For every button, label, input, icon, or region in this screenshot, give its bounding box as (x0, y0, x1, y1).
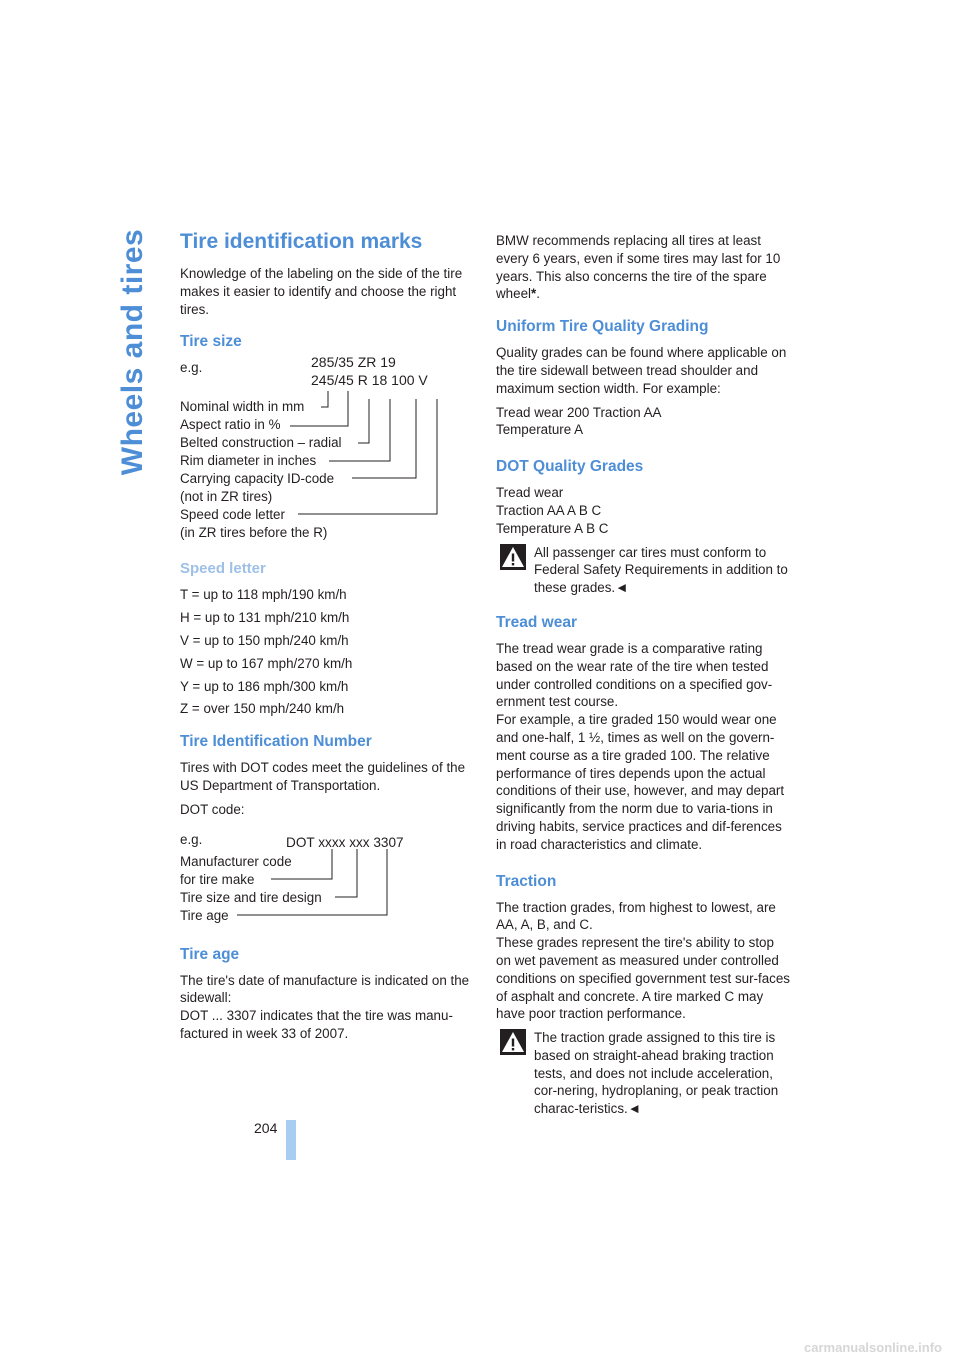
safety-warning-text: All passenger car tires must conform to Federal Safety Requirements in addition to these grades. (534, 544, 788, 596)
speed-item: H = up to 131 mph/210 km/h (180, 610, 350, 626)
tire-age-line1: The tire's date of manufacture is indicated on the sidewall: (180, 972, 470, 1006)
tire-age-line2: DOT ... 3307 indicates that the tire was manu-factured in week 33 of 2007. (180, 1008, 453, 1041)
replacement-text-end: . (536, 286, 540, 302)
traction-para-1: The traction grades, from highest to lowest, are AA, A, B, and C. (496, 899, 776, 933)
label-aspect-ratio: Aspect ratio in % (180, 417, 281, 433)
traction-heading: Traction (496, 872, 557, 890)
utqg-example-2: Temperature A (496, 422, 584, 438)
tire-size-code-line2: 245/45 R 18 100 V (311, 372, 428, 389)
traction-warning (496, 1029, 790, 1118)
optional-equipment-star: * (531, 286, 537, 302)
label-tire-age: Tire age (180, 907, 229, 923)
warning-triangle-icon (500, 544, 526, 570)
traction-warning-text: The traction grade assigned to this tire is based on straight-ahead braking traction tests, and does not include acceleration, cor-nering, hydroplaning, or peak traction charac-teristics. (534, 1030, 779, 1117)
tin-text: Tires with DOT codes meet the guidelines of the US Department of Transportation. (180, 760, 466, 793)
label-carrying-capacity: Carrying capacity ID-code (180, 471, 335, 487)
dot-code-label: DOT code: (180, 801, 245, 817)
sidebar-section-tab (113, 228, 153, 476)
page-number: 204 (254, 1120, 278, 1136)
replacement-text (496, 232, 790, 303)
page-marker-bar (286, 1120, 296, 1160)
speed-item: W = up to 167 mph/270 km/h (180, 655, 353, 671)
speed-item: T = up to 118 mph/190 km/h (180, 587, 347, 603)
warning-triangle-icon (500, 1029, 526, 1055)
label-nominal-width: Nominal width in mm (180, 399, 305, 415)
speed-letter-heading: Speed letter (180, 560, 266, 578)
tire-size-diagram (180, 354, 472, 541)
safety-warning (496, 544, 790, 597)
speed-item: Y = up to 186 mph/300 km/h (180, 678, 349, 694)
tin-heading: Tire Identification Number (180, 733, 372, 751)
label-in-zr-tires: (in ZR tires before the R) (180, 525, 328, 541)
label-belted-construction: Belted construction – radial (180, 435, 342, 451)
label-tire-size-design: Tire size and tire design (180, 889, 322, 905)
dot-grades-heading: DOT Quality Grades (496, 458, 644, 476)
watermark: carmanualsonline.info (804, 1340, 942, 1355)
tire-size-heading: Tire size (180, 333, 242, 351)
utqg-text: Quality grades can be found where applicable on the tire sidewall between tread shoulder and maximum section width. For example: (496, 345, 787, 396)
dot-traction: Traction AA A B C (496, 502, 602, 518)
tread-wear-para-1: The tread wear grade is a comparative rating based on the wear rate of the tire when tested under controlled conditions on a specified gov-ernment test course. (496, 640, 773, 710)
label-rim-diameter: Rim diameter in inches (180, 453, 317, 469)
dot-temperature: Temperature A B C (496, 520, 609, 536)
label-manufacturer-code: Manufacturer code (180, 853, 292, 869)
label-for-tire-make: for tire make (180, 871, 255, 887)
replacement-text-body: BMW recommends replacing all tires at least every 6 years, even if some tires may last for 10 years. This also concerns the tire of the spare wheel (496, 233, 781, 302)
traction-para-2: These grades represent the tire's ability to stop on wet pavement as measured under controlled conditions on specified government test sur-faces of asphalt and concrete. A tire marked C may have poor traction performance. (496, 935, 791, 1022)
dot-eg: e.g. (180, 831, 203, 847)
dot-code-example: DOT xxxx xxx 3307 (286, 834, 404, 850)
left-column (180, 229, 472, 1043)
dot-code-diagram (180, 831, 472, 927)
intro-text: Knowledge of the labeling on the side of the tire makes it easier to identify and choose the right tires. (180, 266, 463, 317)
dot-tread-wear: Tread wear (496, 485, 564, 501)
right-column (496, 232, 790, 1118)
speed-item: Z = over 150 mph/240 km/h (180, 701, 345, 717)
end-mark: ◄ (615, 580, 629, 596)
footer (0, 1338, 960, 1358)
label-not-in-zr: (not in ZR tires) (180, 489, 273, 505)
tire-size-eg: e.g. (180, 360, 203, 376)
utqg-example-1: Tread wear 200 Traction AA (496, 404, 662, 420)
utqg-heading: Uniform Tire Quality Grading (496, 318, 709, 336)
speed-item: V = up to 150 mph/240 km/h (180, 632, 349, 648)
sidebar-section-title: Wheels and tires (116, 228, 149, 476)
end-mark: ◄ (627, 1101, 642, 1117)
speed-letter-list (180, 586, 472, 718)
tread-wear-heading: Tread wear (496, 613, 577, 631)
label-speed-code: Speed code letter (180, 507, 285, 523)
tread-wear-para-2: For example, a tire graded 150 would wear one and one-half, 1 ½, times as well on the govern-ment course as a tire graded 100. The relative performance of tires depends upon the actual conditions of their use, however, and may depart significantly from the norm due to varia-tions in driving habits, service practices and dif-ferences in road characteristics and climate. (496, 712, 785, 852)
tire-age-heading: Tire age (180, 945, 240, 963)
tire-size-code-line1: 285/35 ZR 19 (311, 354, 396, 371)
page-title: Tire identification marks (180, 230, 423, 253)
